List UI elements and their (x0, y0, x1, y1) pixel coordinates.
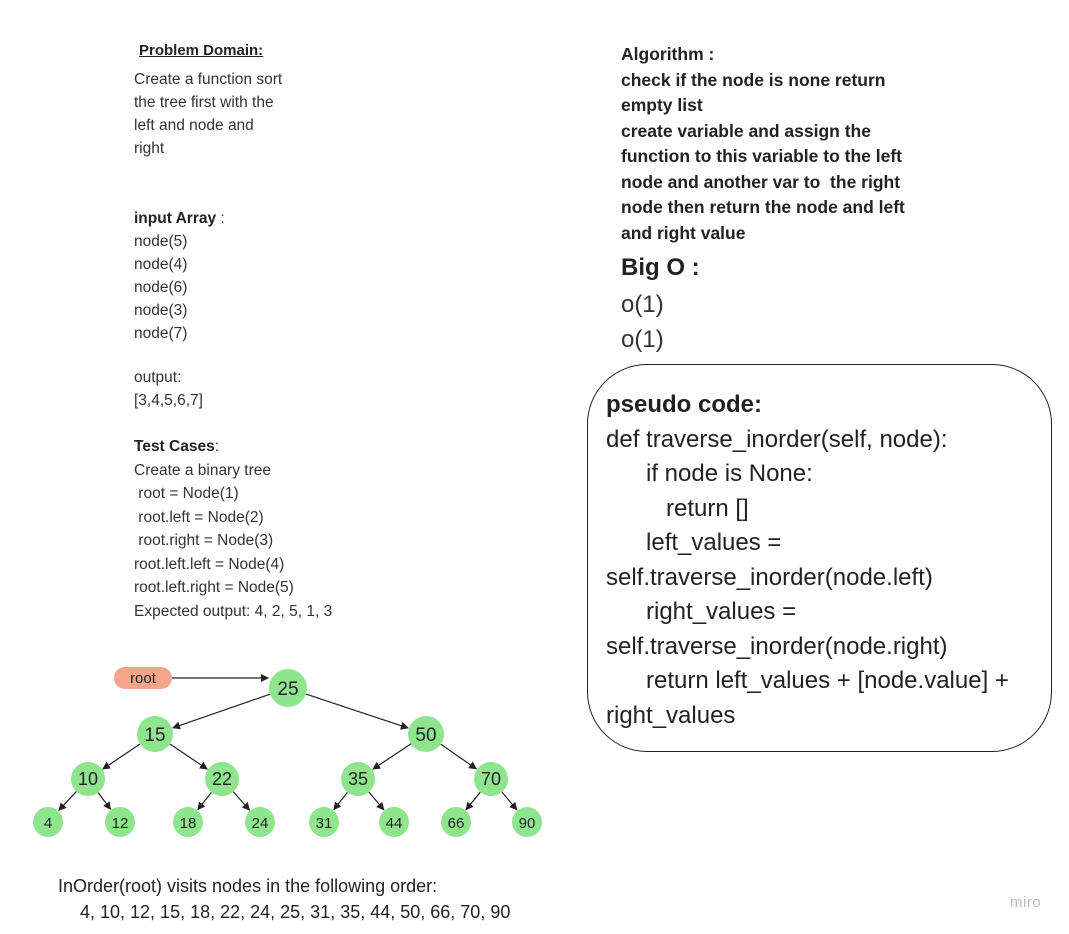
test-case-line: root.left = Node(2) (134, 508, 264, 526)
tree-node-label: 50 (415, 725, 437, 746)
tree-node (309, 807, 339, 837)
output-block (134, 366, 203, 412)
tree-edge (373, 744, 411, 769)
tree-edge (233, 792, 249, 810)
test-cases-suffix: : (214, 438, 220, 455)
algorithm-line: empty list (621, 95, 703, 115)
tree-node-label: 24 (251, 815, 269, 832)
tree-edge (173, 694, 270, 728)
tree-node (269, 669, 307, 707)
output-label: output: (134, 369, 182, 386)
algorithm-line: create variable and assign the (621, 120, 871, 141)
tree-edge (334, 792, 348, 809)
inorder-label: InOrder(root) visits nodes in the following order: (58, 876, 438, 896)
tree-node-label: 44 (385, 815, 403, 832)
tree-node (245, 807, 275, 837)
tree-edge (103, 744, 140, 769)
tree-node (379, 807, 409, 837)
test-cases-label: Test Cases (134, 438, 215, 455)
tree-node-label: 70 (480, 769, 502, 789)
tree-node-label: 15 (144, 725, 166, 746)
algorithm-line: node and another var to the right (621, 171, 901, 192)
inorder-sequence: 4, 10, 12, 15, 18, 22, 24, 25, 31, 35, 44, 50, 66, 70, 90 (80, 902, 511, 922)
tree-node (205, 762, 239, 796)
input-array-block (134, 207, 225, 345)
pseudo-code-block (606, 388, 1009, 733)
pseudo-code-line: def traverse_inorder(self, node): (606, 425, 948, 453)
pseudo-code-line: right_values (606, 701, 736, 729)
tree-node-label: 10 (77, 769, 99, 789)
problem-domain-text (134, 68, 309, 160)
big-o-value: o(1) (621, 326, 664, 353)
tree-node-label: 18 (179, 815, 197, 832)
miro-watermark: miro (1010, 894, 1042, 911)
tree-node (512, 807, 542, 837)
problem-domain-line: right (134, 140, 165, 157)
tree-edge (466, 792, 480, 809)
tree-node (71, 762, 105, 796)
binary-tree-diagram (0, 650, 560, 850)
algorithm-line: node then return the node and left (621, 197, 905, 217)
test-case-line: root.left.left = Node(4) (134, 555, 285, 573)
tree-edge (306, 694, 408, 728)
tree-node-label: 90 (518, 815, 536, 832)
input-array-item: node(5) (134, 233, 188, 250)
root-pointer (114, 667, 268, 689)
input-array-item: node(3) (134, 302, 188, 319)
tree-node (441, 807, 471, 837)
pseudo-code-title: pseudo code: (606, 391, 763, 418)
test-case-line: root.right = Node(3) (134, 532, 274, 549)
algorithm-block (621, 42, 951, 246)
problem-domain-line: the tree first with the (134, 94, 274, 111)
tree-node (105, 807, 135, 837)
tree-node (474, 762, 508, 796)
big-o-value: o(1) (621, 291, 664, 318)
output-value: [3,4,5,6,7] (134, 392, 203, 409)
tree-node (408, 716, 444, 752)
tree-node-label: 22 (211, 769, 233, 789)
pseudo-code-line: self.traverse_inorder(node.left) (606, 563, 933, 591)
test-case-line: Expected output: 4, 2, 5, 1, 3 (134, 602, 333, 620)
tree-node (33, 807, 63, 837)
tree-edge (502, 792, 517, 810)
tree-edge (369, 792, 384, 810)
test-case-line: root = Node(1) (134, 485, 239, 502)
pseudo-code-line: right_values = (606, 598, 797, 625)
algorithm-line: function to this variable to the left (621, 146, 902, 166)
tree-node-label: 31 (315, 815, 333, 832)
tree-nodes (33, 669, 542, 837)
algorithm-title: Algorithm : (621, 44, 715, 64)
input-array-heading (134, 207, 225, 230)
tree-edge (170, 744, 207, 769)
tree-node-label: 12 (111, 815, 129, 832)
test-cases-block (134, 435, 332, 623)
problem-domain-line: left and node and (134, 117, 254, 134)
test-case-line: root.left.right = Node(5) (134, 579, 294, 596)
problem-domain-title: Problem Domain: (139, 42, 264, 59)
tree-edge (59, 791, 77, 810)
tree-edge (198, 792, 212, 809)
algorithm-line: check if the node is none return (621, 69, 886, 90)
tree-edges (59, 694, 517, 810)
big-o-title: Big O : (621, 254, 700, 281)
test-case-line: Create a binary tree (134, 461, 271, 479)
root-label: root (130, 670, 156, 687)
pseudo-code-line: return [] (606, 494, 749, 522)
pseudo-code-line: self.traverse_inorder(node.right) (606, 632, 948, 660)
input-array-item: node(6) (134, 279, 188, 296)
tree-node (137, 716, 173, 752)
input-array-suffix: : (216, 210, 225, 227)
problem-domain-line: Create a function sort (134, 71, 283, 88)
tree-node (341, 762, 375, 796)
input-array-item: node(4) (134, 256, 188, 273)
tree-node (173, 807, 203, 837)
pseudo-code-line: left_values = (606, 529, 782, 556)
tree-node-label: 66 (447, 815, 465, 832)
tree-node-label: 25 (277, 679, 299, 700)
algorithm-line: and right value (621, 222, 746, 243)
tree-node-label: 35 (347, 769, 369, 789)
tree-node-label: 4 (43, 815, 53, 832)
pseudo-code-line: if node is None: (606, 460, 813, 487)
tree-edge (98, 793, 110, 810)
pseudo-code-line: return left_values + [node.value] + (606, 667, 1009, 694)
input-array-label: input Array (134, 210, 217, 227)
tree-edge (441, 744, 476, 769)
test-cases-heading (134, 435, 332, 459)
input-array-item: node(7) (134, 325, 188, 342)
